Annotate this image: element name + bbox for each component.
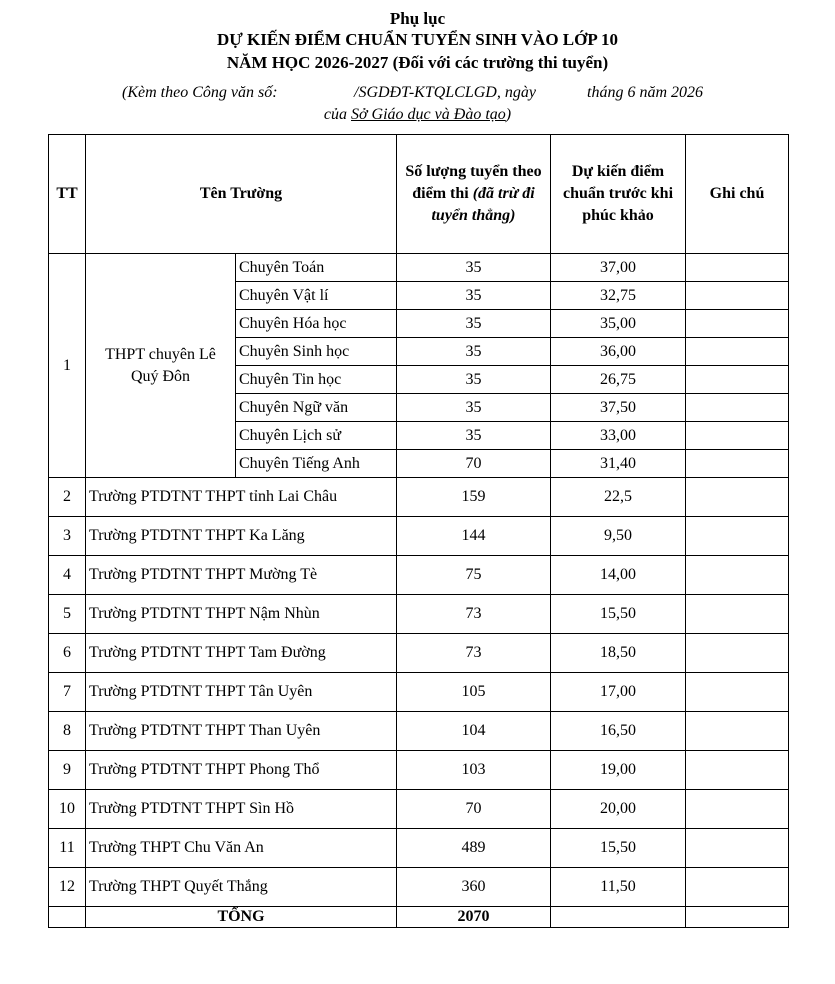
row-subject: Chuyên Hóa học	[236, 310, 397, 338]
total-score	[551, 907, 686, 928]
table-row	[49, 829, 789, 868]
row-subject: Chuyên Vật lí	[236, 282, 397, 310]
row-subject: Chuyên Tin học	[236, 366, 397, 394]
row-school: THPT chuyên Lê Quý Đôn	[86, 254, 236, 478]
row-tt: 2	[49, 478, 86, 517]
row-school: Trường PTDTNT THPT Phong Thổ	[86, 751, 397, 790]
row-score: 26,75	[551, 366, 686, 394]
header-tt: TT	[49, 135, 86, 254]
issuer-prefix: của	[323, 106, 352, 123]
row-note	[686, 254, 789, 282]
row-school: Trường PTDTNT THPT Sìn Hồ	[86, 790, 397, 829]
appendix-label: Phụ lục	[389, 9, 446, 28]
row-score: 17,00	[551, 673, 686, 712]
row-score: 16,50	[551, 712, 686, 751]
row-note	[686, 868, 789, 907]
row-note	[686, 790, 789, 829]
table-row	[49, 790, 789, 829]
row-quota: 35	[397, 338, 551, 366]
row-score: 18,50	[551, 634, 686, 673]
row-subject: Chuyên Ngữ văn	[236, 394, 397, 422]
row-score: 33,00	[551, 422, 686, 450]
row-tt: 1	[49, 254, 86, 478]
row-note	[686, 282, 789, 310]
table-row	[49, 751, 789, 790]
document-subtitle: NĂM HỌC 2026-2027 (Đối với các trường thi tuyển)	[226, 53, 609, 72]
row-quota: 35	[397, 394, 551, 422]
row-school: Trường PTDTNT THPT Than Uyên	[86, 712, 397, 751]
row-school: Trường PTDTNT THPT Ka Lăng	[86, 517, 397, 556]
header-note: Ghi chú	[686, 135, 789, 254]
row-tt: 9	[49, 751, 86, 790]
issuer-name: Sở Giáo dục và Đào tạo	[351, 106, 506, 123]
row-tt: 4	[49, 556, 86, 595]
total-tt	[49, 907, 86, 928]
row-score: 9,50	[551, 517, 686, 556]
row-score: 31,40	[551, 450, 686, 478]
row-tt: 6	[49, 634, 86, 673]
row-tt: 8	[49, 712, 86, 751]
issuer-suffix: )	[505, 106, 512, 123]
row-score: 37,00	[551, 254, 686, 282]
table-header-row	[49, 135, 789, 254]
row-school: Trường PTDTNT THPT Nậm Nhùn	[86, 595, 397, 634]
table-row	[49, 712, 789, 751]
row-subject: Chuyên Toán	[236, 254, 397, 282]
row-quota: 35	[397, 310, 551, 338]
row-note	[686, 478, 789, 517]
row-subject: Chuyên Tiếng Anh	[236, 450, 397, 478]
row-tt: 12	[49, 868, 86, 907]
reference-prefix: (Kèm theo Công văn số:	[122, 84, 278, 101]
header-score: Dự kiến điểm chuẩn trước khi phúc khảo	[551, 135, 686, 254]
row-note	[686, 422, 789, 450]
row-school: Trường THPT Quyết Thắng	[86, 868, 397, 907]
table-row	[49, 254, 789, 282]
row-note	[686, 673, 789, 712]
table-row	[49, 673, 789, 712]
header-quota	[397, 135, 551, 254]
row-quota: 489	[397, 829, 551, 868]
row-note	[686, 751, 789, 790]
table-row	[49, 595, 789, 634]
header-quota-note: (đã trừ đi tuyển thẳng)	[431, 185, 535, 224]
row-score: 14,00	[551, 556, 686, 595]
row-score: 20,00	[551, 790, 686, 829]
reference-issuer	[0, 106, 835, 124]
row-note	[686, 634, 789, 673]
total-note	[686, 907, 789, 928]
row-score: 11,50	[551, 868, 686, 907]
row-note	[686, 517, 789, 556]
row-subject: Chuyên Sinh học	[236, 338, 397, 366]
document-title: DỰ KIẾN ĐIỂM CHUẨN TUYỂN SINH VÀO LỚP 10	[216, 30, 619, 49]
row-quota: 73	[397, 595, 551, 634]
row-note	[686, 338, 789, 366]
row-school: Trường THPT Chu Văn An	[86, 829, 397, 868]
row-school: Trường PTDTNT THPT tỉnh Lai Châu	[86, 478, 397, 517]
row-note	[686, 829, 789, 868]
row-tt: 10	[49, 790, 86, 829]
row-quota: 35	[397, 254, 551, 282]
row-tt: 7	[49, 673, 86, 712]
row-quota: 105	[397, 673, 551, 712]
row-note	[686, 595, 789, 634]
row-score: 15,50	[551, 595, 686, 634]
row-note	[686, 450, 789, 478]
row-quota: 35	[397, 422, 551, 450]
row-school: Trường PTDTNT THPT Tân Uyên	[86, 673, 397, 712]
table-row	[49, 478, 789, 517]
row-quota: 75	[397, 556, 551, 595]
row-quota: 70	[397, 450, 551, 478]
row-note	[686, 712, 789, 751]
row-quota: 35	[397, 282, 551, 310]
row-tt: 5	[49, 595, 86, 634]
row-quota: 104	[397, 712, 551, 751]
row-score: 32,75	[551, 282, 686, 310]
row-school: Trường PTDTNT THPT Mường Tè	[86, 556, 397, 595]
row-quota: 70	[397, 790, 551, 829]
reference-date: tháng 6 năm 2026	[587, 84, 703, 101]
reference-number: /SGDĐT-KTQLCLGD, ngày	[354, 84, 536, 101]
row-note	[686, 394, 789, 422]
row-score: 15,50	[551, 829, 686, 868]
row-tt: 3	[49, 517, 86, 556]
row-subject: Chuyên Lịch sử	[236, 422, 397, 450]
total-quota: 2070	[397, 907, 551, 928]
total-row	[49, 907, 789, 928]
header-quota-main: Số lượng tuyển theo điểm thi	[405, 163, 542, 202]
row-score: 36,00	[551, 338, 686, 366]
row-note	[686, 310, 789, 338]
row-score: 22,5	[551, 478, 686, 517]
header-school: Tên Trường	[86, 135, 397, 254]
row-score: 35,00	[551, 310, 686, 338]
row-quota: 144	[397, 517, 551, 556]
table-row	[49, 634, 789, 673]
row-quota: 103	[397, 751, 551, 790]
row-note	[686, 556, 789, 595]
row-quota: 35	[397, 366, 551, 394]
row-tt: 11	[49, 829, 86, 868]
row-school: Trường PTDTNT THPT Tam Đường	[86, 634, 397, 673]
table-row	[49, 868, 789, 907]
total-label: TỔNG	[86, 907, 397, 928]
admission-score-table	[48, 134, 789, 928]
table-row	[49, 556, 789, 595]
row-score: 19,00	[551, 751, 686, 790]
row-score: 37,50	[551, 394, 686, 422]
row-quota: 360	[397, 868, 551, 907]
row-quota: 73	[397, 634, 551, 673]
row-note	[686, 366, 789, 394]
row-quota: 159	[397, 478, 551, 517]
table-row	[49, 517, 789, 556]
